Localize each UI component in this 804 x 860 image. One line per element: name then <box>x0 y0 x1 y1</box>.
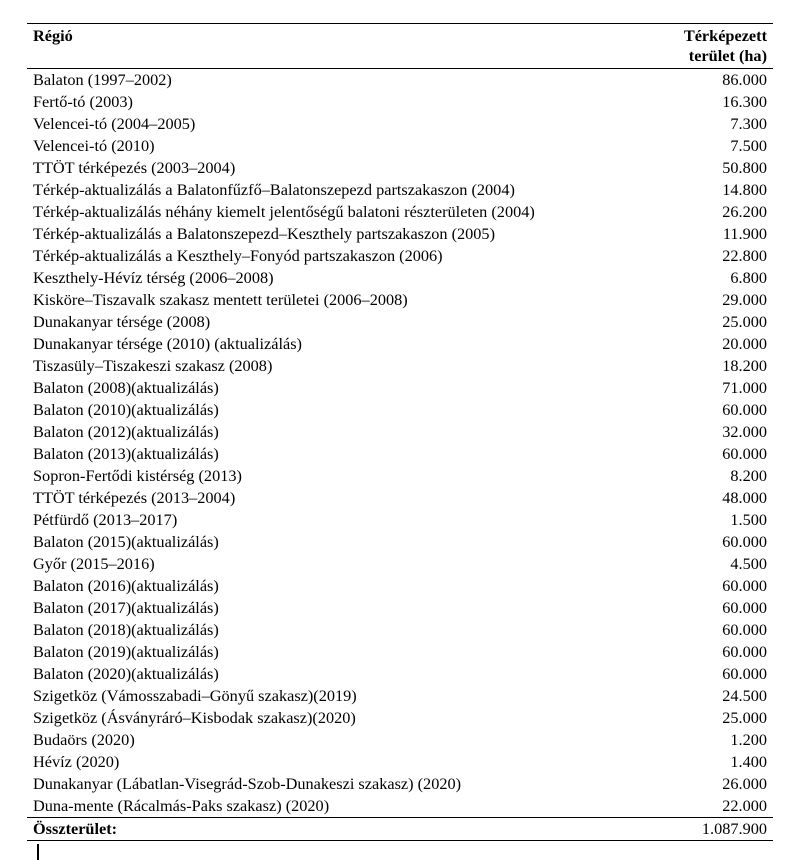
area-cell: 11.900 <box>722 224 767 243</box>
table-row <box>27 487 773 509</box>
area-cell: 1.200 <box>730 730 767 749</box>
area-cell: 60.000 <box>722 620 767 639</box>
region-cell: Térkép-aktualizálás a Keszthely–Fonyód partszakaszon (2006) <box>33 246 443 265</box>
area-cell: 60.000 <box>722 664 767 683</box>
region-cell: Balaton (2016)(aktualizálás) <box>33 576 219 595</box>
header-row <box>27 24 773 69</box>
region-cell: Balaton (2012)(aktualizálás) <box>33 422 219 441</box>
table-row <box>27 421 773 443</box>
table-row <box>27 267 773 289</box>
area-cell: 20.000 <box>722 334 767 353</box>
area-cell: 22.800 <box>722 246 767 265</box>
table-row <box>27 773 773 795</box>
table-row <box>27 663 773 685</box>
area-cell: 24.500 <box>722 686 767 705</box>
mapped-area-table <box>27 23 773 841</box>
region-cell: Győr (2015–2016) <box>33 554 155 573</box>
region-cell: Kisköre–Tiszavalk szakasz mentett területei (2006–2008) <box>33 290 408 309</box>
table-row <box>27 135 773 157</box>
region-cell: Tiszasüly–Tiszakeszi szakasz (2008) <box>33 356 273 375</box>
table-body <box>27 69 773 818</box>
region-cell: Duna-mente (Rácalmás-Paks szakasz) (2020) <box>33 796 330 815</box>
table-row <box>27 443 773 465</box>
total-label: Összterület: <box>33 819 118 838</box>
region-cell: Fertő-tó (2003) <box>33 92 133 111</box>
region-cell: Balaton (2019)(aktualizálás) <box>33 642 219 661</box>
region-cell: Dunakanyar térsége (2010) (aktualizálás) <box>33 334 302 353</box>
table-row <box>27 641 773 663</box>
area-cell: 86.000 <box>722 70 767 89</box>
text-cursor <box>37 844 39 860</box>
region-cell: Térkép-aktualizálás a Balatonszepezd–Keszthely partszakaszon (2005) <box>33 224 495 243</box>
table-row <box>27 69 773 92</box>
area-cell: 26.200 <box>722 202 767 221</box>
table-row <box>27 465 773 487</box>
region-cell: Szigetköz (Ásványráró–Kisbodak szakasz)(2020) <box>33 708 356 727</box>
table-row <box>27 223 773 245</box>
region-cell: Dunakanyar térsége (2008) <box>33 312 211 331</box>
region-cell: Velencei-tó (2010) <box>33 136 155 155</box>
region-cell: Pétfürdő (2013–2017) <box>33 510 178 529</box>
table-row <box>27 531 773 553</box>
header-area-label: Térképezett terület (ha) <box>683 26 767 65</box>
table-row <box>27 751 773 773</box>
region-cell: Balaton (2018)(aktualizálás) <box>33 620 219 639</box>
table-row <box>27 795 773 818</box>
table-row <box>27 685 773 707</box>
table-row <box>27 619 773 641</box>
table-row <box>27 553 773 575</box>
table-row <box>27 355 773 377</box>
table-row <box>27 399 773 421</box>
area-cell: 60.000 <box>722 576 767 595</box>
region-cell: Balaton (2013)(aktualizálás) <box>33 444 219 463</box>
area-cell: 60.000 <box>722 642 767 661</box>
area-cell: 7.500 <box>730 136 767 155</box>
area-cell: 60.000 <box>722 532 767 551</box>
region-cell: Balaton (2010)(aktualizálás) <box>33 400 219 419</box>
header-region: Régió <box>33 26 73 45</box>
area-cell: 25.000 <box>722 312 767 331</box>
area-cell: 60.000 <box>722 598 767 617</box>
area-cell: 60.000 <box>722 444 767 463</box>
area-cell: 6.800 <box>730 268 767 287</box>
area-cell: 7.300 <box>730 114 767 133</box>
area-cell: 48.000 <box>722 488 767 507</box>
region-cell: Balaton (1997–2002) <box>33 70 172 89</box>
table-row <box>27 201 773 223</box>
region-cell: Térkép-aktualizálás a Balatonfűzfő–Balatonszepezd partszakaszon (2004) <box>33 180 515 199</box>
table-row <box>27 91 773 113</box>
table-row <box>27 113 773 135</box>
table-row <box>27 597 773 619</box>
area-cell: 18.200 <box>722 356 767 375</box>
table-row <box>27 729 773 751</box>
table-footer <box>27 818 773 841</box>
area-cell: 50.800 <box>722 158 767 177</box>
region-cell: Budaörs (2020) <box>33 730 135 749</box>
table-row <box>27 289 773 311</box>
region-cell: Dunakanyar (Lábatlan-Visegrád-Szob-Dunakeszi szakasz) (2020) <box>33 774 462 793</box>
region-cell: Szigetköz (Vámosszabadi–Gönyű szakasz)(2019) <box>33 686 357 705</box>
region-cell: TTÖT térképezés (2013–2004) <box>33 488 236 507</box>
table-row <box>27 575 773 597</box>
area-cell: 22.000 <box>722 796 767 815</box>
table-row <box>27 707 773 729</box>
area-cell: 8.200 <box>730 466 767 485</box>
table-row <box>27 377 773 399</box>
area-cell: 29.000 <box>722 290 767 309</box>
area-cell: 32.000 <box>722 422 767 441</box>
table-row <box>27 245 773 267</box>
total-row <box>27 818 773 841</box>
area-cell: 14.800 <box>722 180 767 199</box>
document-page <box>27 23 773 841</box>
total-value: 1.087.900 <box>701 819 767 838</box>
header-area <box>635 24 773 69</box>
region-cell: Velencei-tó (2004–2005) <box>33 114 196 133</box>
table-row <box>27 179 773 201</box>
table-row <box>27 509 773 531</box>
area-cell: 60.000 <box>722 400 767 419</box>
area-cell: 16.300 <box>722 92 767 111</box>
area-cell: 4.500 <box>730 554 767 573</box>
region-cell: Balaton (2017)(aktualizálás) <box>33 598 219 617</box>
area-cell: 71.000 <box>722 378 767 397</box>
region-cell: Keszthely-Hévíz térség (2006–2008) <box>33 268 274 287</box>
area-cell: 25.000 <box>722 708 767 727</box>
area-cell: 1.400 <box>730 752 767 771</box>
area-cell: 1.500 <box>730 510 767 529</box>
region-cell: TTÖT térképezés (2003–2004) <box>33 158 236 177</box>
table-row <box>27 157 773 179</box>
table-row <box>27 311 773 333</box>
region-cell: Balaton (2015)(aktualizálás) <box>33 532 219 551</box>
region-cell: Sopron-Fertődi kistérség (2013) <box>33 466 242 485</box>
table-header <box>27 24 773 69</box>
table-row <box>27 333 773 355</box>
area-cell: 26.000 <box>722 774 767 793</box>
region-cell: Balaton (2008)(aktualizálás) <box>33 378 219 397</box>
region-cell: Hévíz (2020) <box>33 752 120 771</box>
region-cell: Balaton (2020)(aktualizálás) <box>33 664 219 683</box>
region-cell: Térkép-aktualizálás néhány kiemelt jelentőségű balatoni részterületen (2004) <box>33 202 535 221</box>
